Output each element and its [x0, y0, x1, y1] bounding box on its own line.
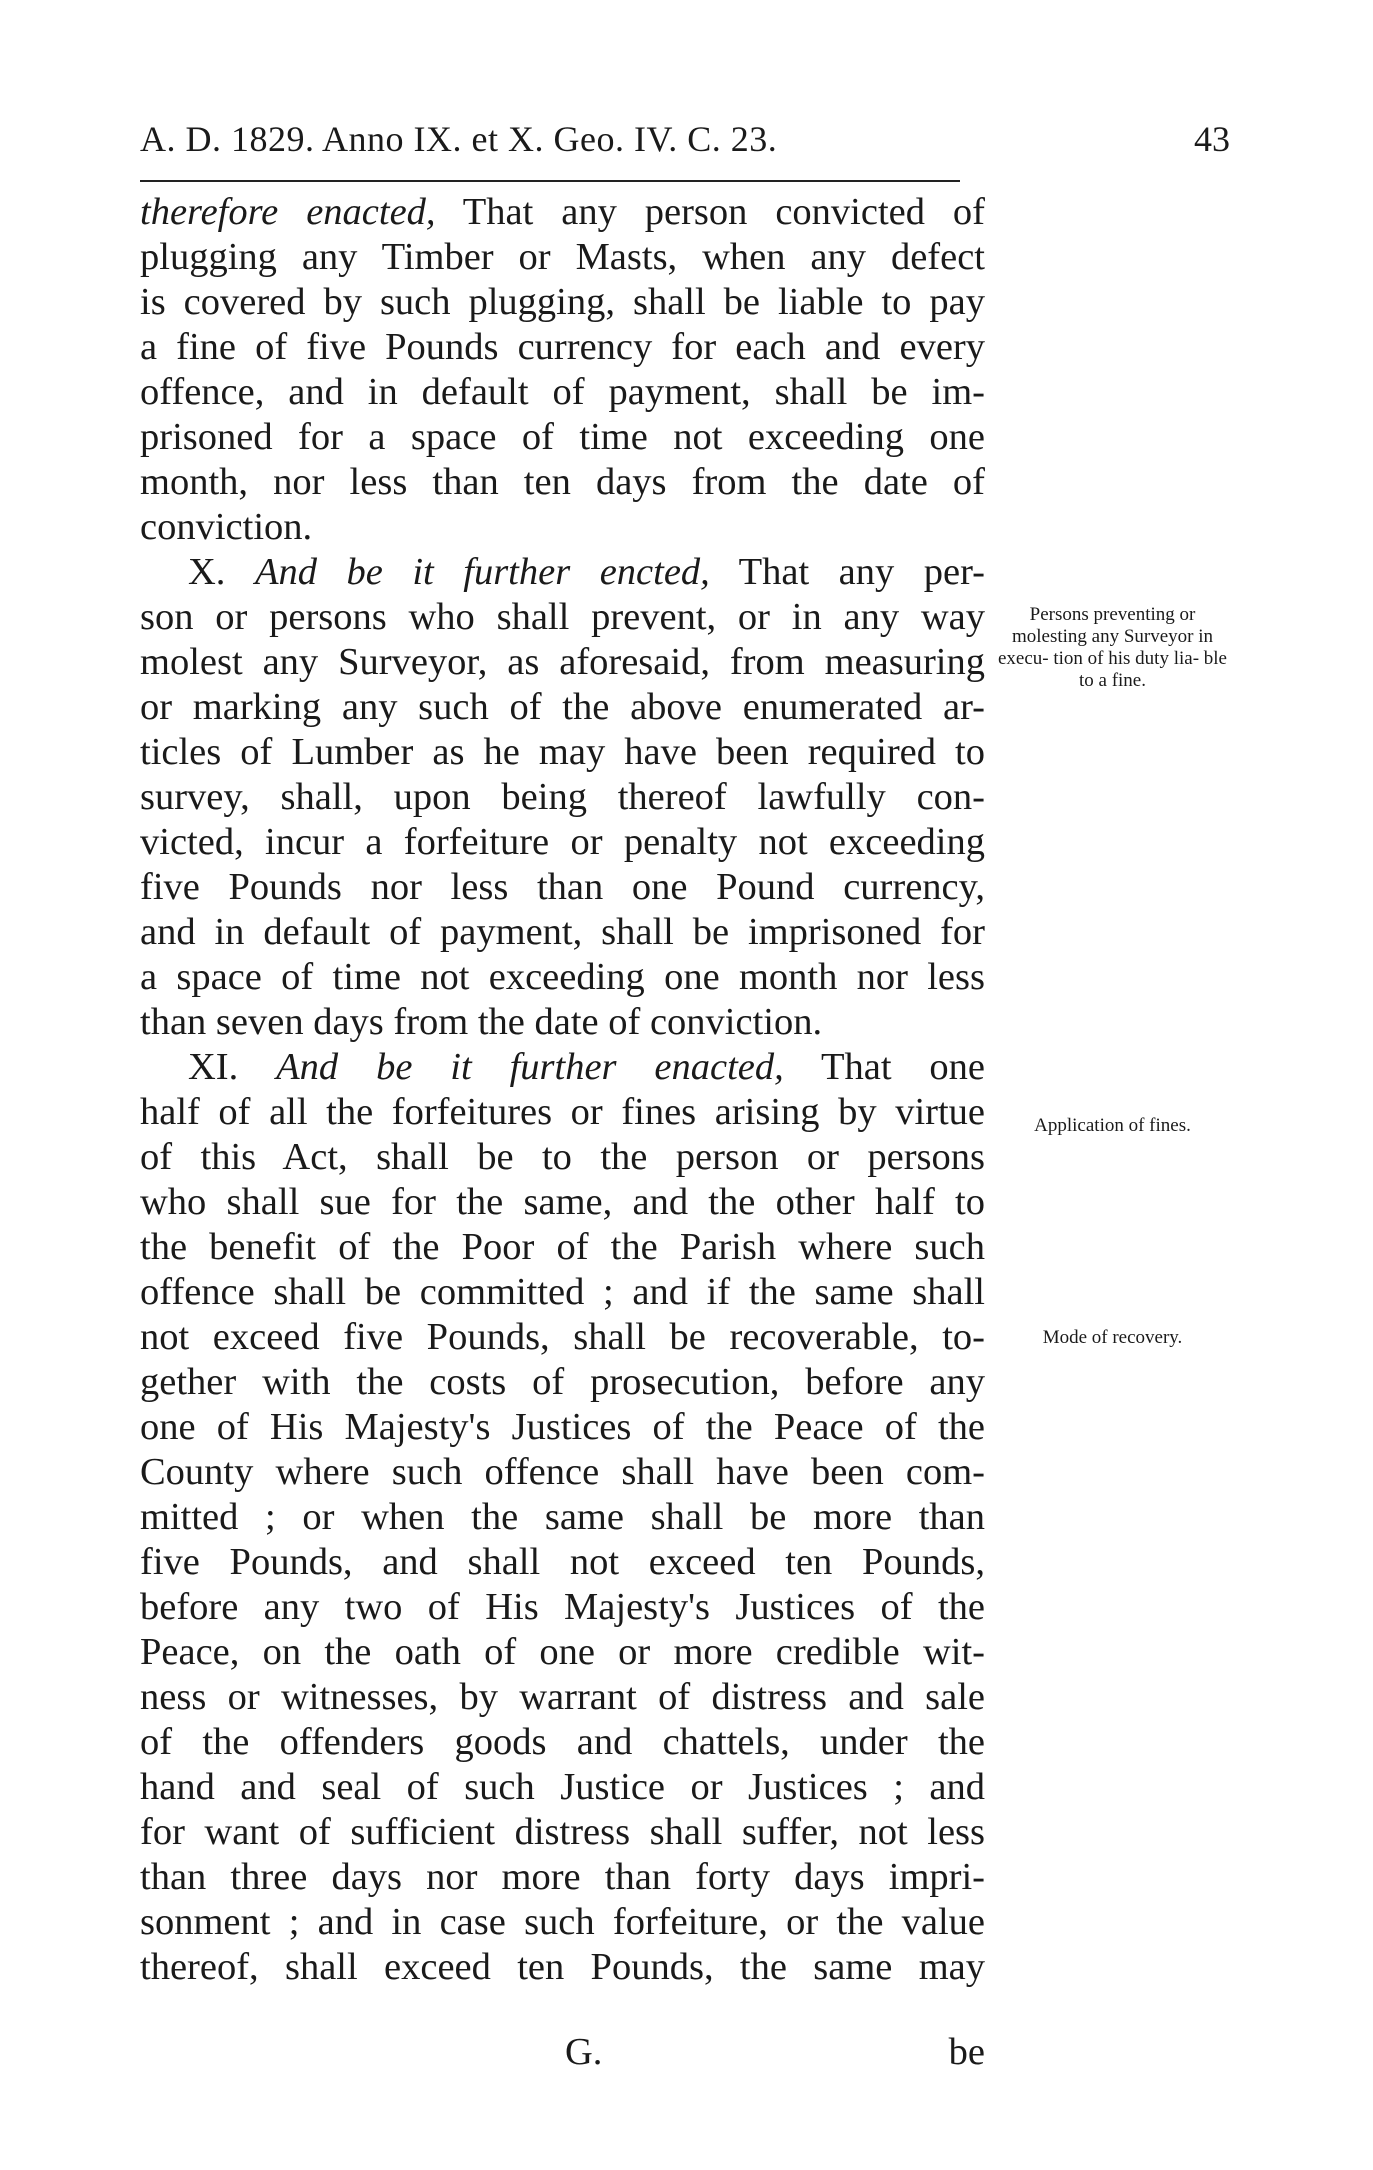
- text-line: [140, 460, 985, 505]
- text-line: [140, 235, 985, 280]
- page-number: 43: [1194, 119, 1230, 159]
- text-line: [140, 370, 985, 415]
- text-line: [140, 1360, 985, 1405]
- text-run: prisoned for a space of time not exceeding one: [140, 416, 985, 458]
- text-run: than three days nor more than forty days impri-: [140, 1856, 985, 1898]
- text-line: [140, 325, 985, 370]
- margin-note-persons-preventing: Persons preventing or molesting any Surveyor in execu- tion of his duty lia- ble to a fine.: [998, 604, 1227, 691]
- text-run: Peace, on the oath of one or more credible wit-: [140, 1631, 985, 1673]
- text-line: [140, 1630, 985, 1675]
- text-line: [140, 820, 985, 865]
- text-line: [140, 640, 985, 685]
- text-run: the benefit of the Poor of the Parish where such: [140, 1226, 985, 1268]
- text-run: a fine of five Pounds currency for each and every: [140, 326, 985, 368]
- text-run: and in default of payment, shall be imprisoned for: [140, 911, 985, 953]
- text-run: plugging any Timber or Masts, when any defect: [140, 236, 985, 278]
- text-line: [140, 280, 985, 325]
- text-run: That any person convicted of: [435, 191, 985, 233]
- text-line: [140, 1270, 985, 1315]
- italic-run: therefore enacted,: [140, 191, 436, 233]
- text-run: survey, shall, upon being thereof lawfully con-: [140, 776, 985, 818]
- text-line: [140, 1315, 985, 1360]
- text-run: who shall sue for the same, and the other half to: [140, 1181, 985, 1223]
- text-run: gether with the costs of prosecution, before any: [140, 1361, 985, 1403]
- text-run: X.: [188, 551, 255, 593]
- text-line: [140, 1540, 985, 1585]
- text-line: [140, 685, 985, 730]
- text-line: [140, 1720, 985, 1765]
- text-line: [140, 415, 985, 460]
- body-text: [140, 190, 985, 1990]
- header-rule: [140, 180, 960, 182]
- text-run: hand and seal of such Justice or Justices ; and: [140, 1766, 985, 1808]
- text-line: [140, 865, 985, 910]
- text-line: [140, 1945, 985, 1990]
- margin-note-application-of-fines: Application of fines.: [1034, 1115, 1191, 1136]
- text-line: [140, 190, 985, 235]
- text-line: [140, 1405, 985, 1450]
- text-run: month, nor less than ten days from the date of: [140, 461, 985, 503]
- running-head: A. D. 1829. Anno IX. et X. Geo. IV. C. 23.: [140, 119, 778, 159]
- text-run: than seven days from the date of conviction.: [140, 1001, 823, 1043]
- text-run: ticles of Lumber as he may have been required to: [140, 731, 985, 773]
- text-run: five Pounds, and shall not exceed ten Pounds,: [140, 1541, 985, 1583]
- text-line: [140, 955, 985, 1000]
- text-run: molest any Surveyor, as aforesaid, from measuring: [140, 641, 985, 683]
- text-line: [140, 1450, 985, 1495]
- text-run: conviction.: [140, 506, 313, 548]
- text-run: five Pounds nor less than one Pound currency,: [140, 866, 985, 908]
- text-run: for want of sufficient distress shall suffer, not less: [140, 1811, 985, 1853]
- signature-mark: G.: [565, 2031, 603, 2073]
- text-run: before any two of His Majesty's Justices of the: [140, 1586, 985, 1628]
- text-run: County where such offence shall have been com-: [140, 1451, 985, 1493]
- text-run: is covered by such plugging, shall be liable to pay: [140, 281, 985, 323]
- text-line: [140, 1495, 985, 1540]
- text-line: [140, 1135, 985, 1180]
- text-line: [140, 1810, 985, 1855]
- text-run: a space of time not exceeding one month nor less: [140, 956, 985, 998]
- catchword: be: [948, 2031, 985, 2073]
- text-run: offence shall be committed ; and if the same shall: [140, 1271, 985, 1313]
- text-run: of this Act, shall be to the person or persons: [140, 1136, 985, 1178]
- text-line: [140, 1180, 985, 1225]
- text-line: [140, 550, 985, 595]
- text-run: mitted ; or when the same shall be more than: [140, 1496, 985, 1538]
- text-line: [140, 775, 985, 820]
- text-line: [140, 1675, 985, 1720]
- text-line: [140, 1855, 985, 1900]
- text-run: not exceed five Pounds, shall be recoverable, to-: [140, 1316, 985, 1358]
- text-run: ness or witnesses, by warrant of distress and sale: [140, 1676, 985, 1718]
- page-footer: [140, 2030, 985, 2080]
- text-line: [140, 1090, 985, 1135]
- text-run: offence, and in default of payment, shall be im-: [140, 371, 985, 413]
- italic-run: And be it further encted,: [254, 551, 710, 593]
- text-run: XI.: [188, 1046, 277, 1088]
- text-run: sonment ; and in case such forfeiture, or the value: [140, 1901, 985, 1943]
- text-line: [140, 1900, 985, 1945]
- margin-note-mode-of-recovery: Mode of recovery.: [1042, 1327, 1183, 1348]
- text-run: That one: [783, 1046, 986, 1088]
- text-line: [140, 1000, 985, 1045]
- running-header: [140, 118, 1250, 168]
- text-run: thereof, shall exceed ten Pounds, the same may: [140, 1946, 985, 1988]
- text-run: son or persons who shall prevent, or in any way: [140, 596, 985, 638]
- text-run: one of His Majesty's Justices of the Peace of the: [140, 1406, 985, 1448]
- text-line: [140, 730, 985, 775]
- text-line: [140, 1045, 985, 1090]
- italic-run: And be it further enacted,: [276, 1046, 784, 1088]
- text-line: [140, 910, 985, 955]
- text-line: [140, 595, 985, 640]
- text-line: [140, 505, 985, 550]
- text-run: or marking any such of the above enumerated ar-: [140, 686, 985, 728]
- text-line: [140, 1585, 985, 1630]
- text-run: half of all the forfeitures or fines arising by virtue: [140, 1091, 985, 1133]
- text-line: [140, 1225, 985, 1270]
- text-run: That any per-: [709, 551, 985, 593]
- text-line: [140, 1765, 985, 1810]
- text-run: victed, incur a forfeiture or penalty not exceeding: [140, 821, 985, 863]
- text-run: of the offenders goods and chattels, under the: [140, 1721, 985, 1763]
